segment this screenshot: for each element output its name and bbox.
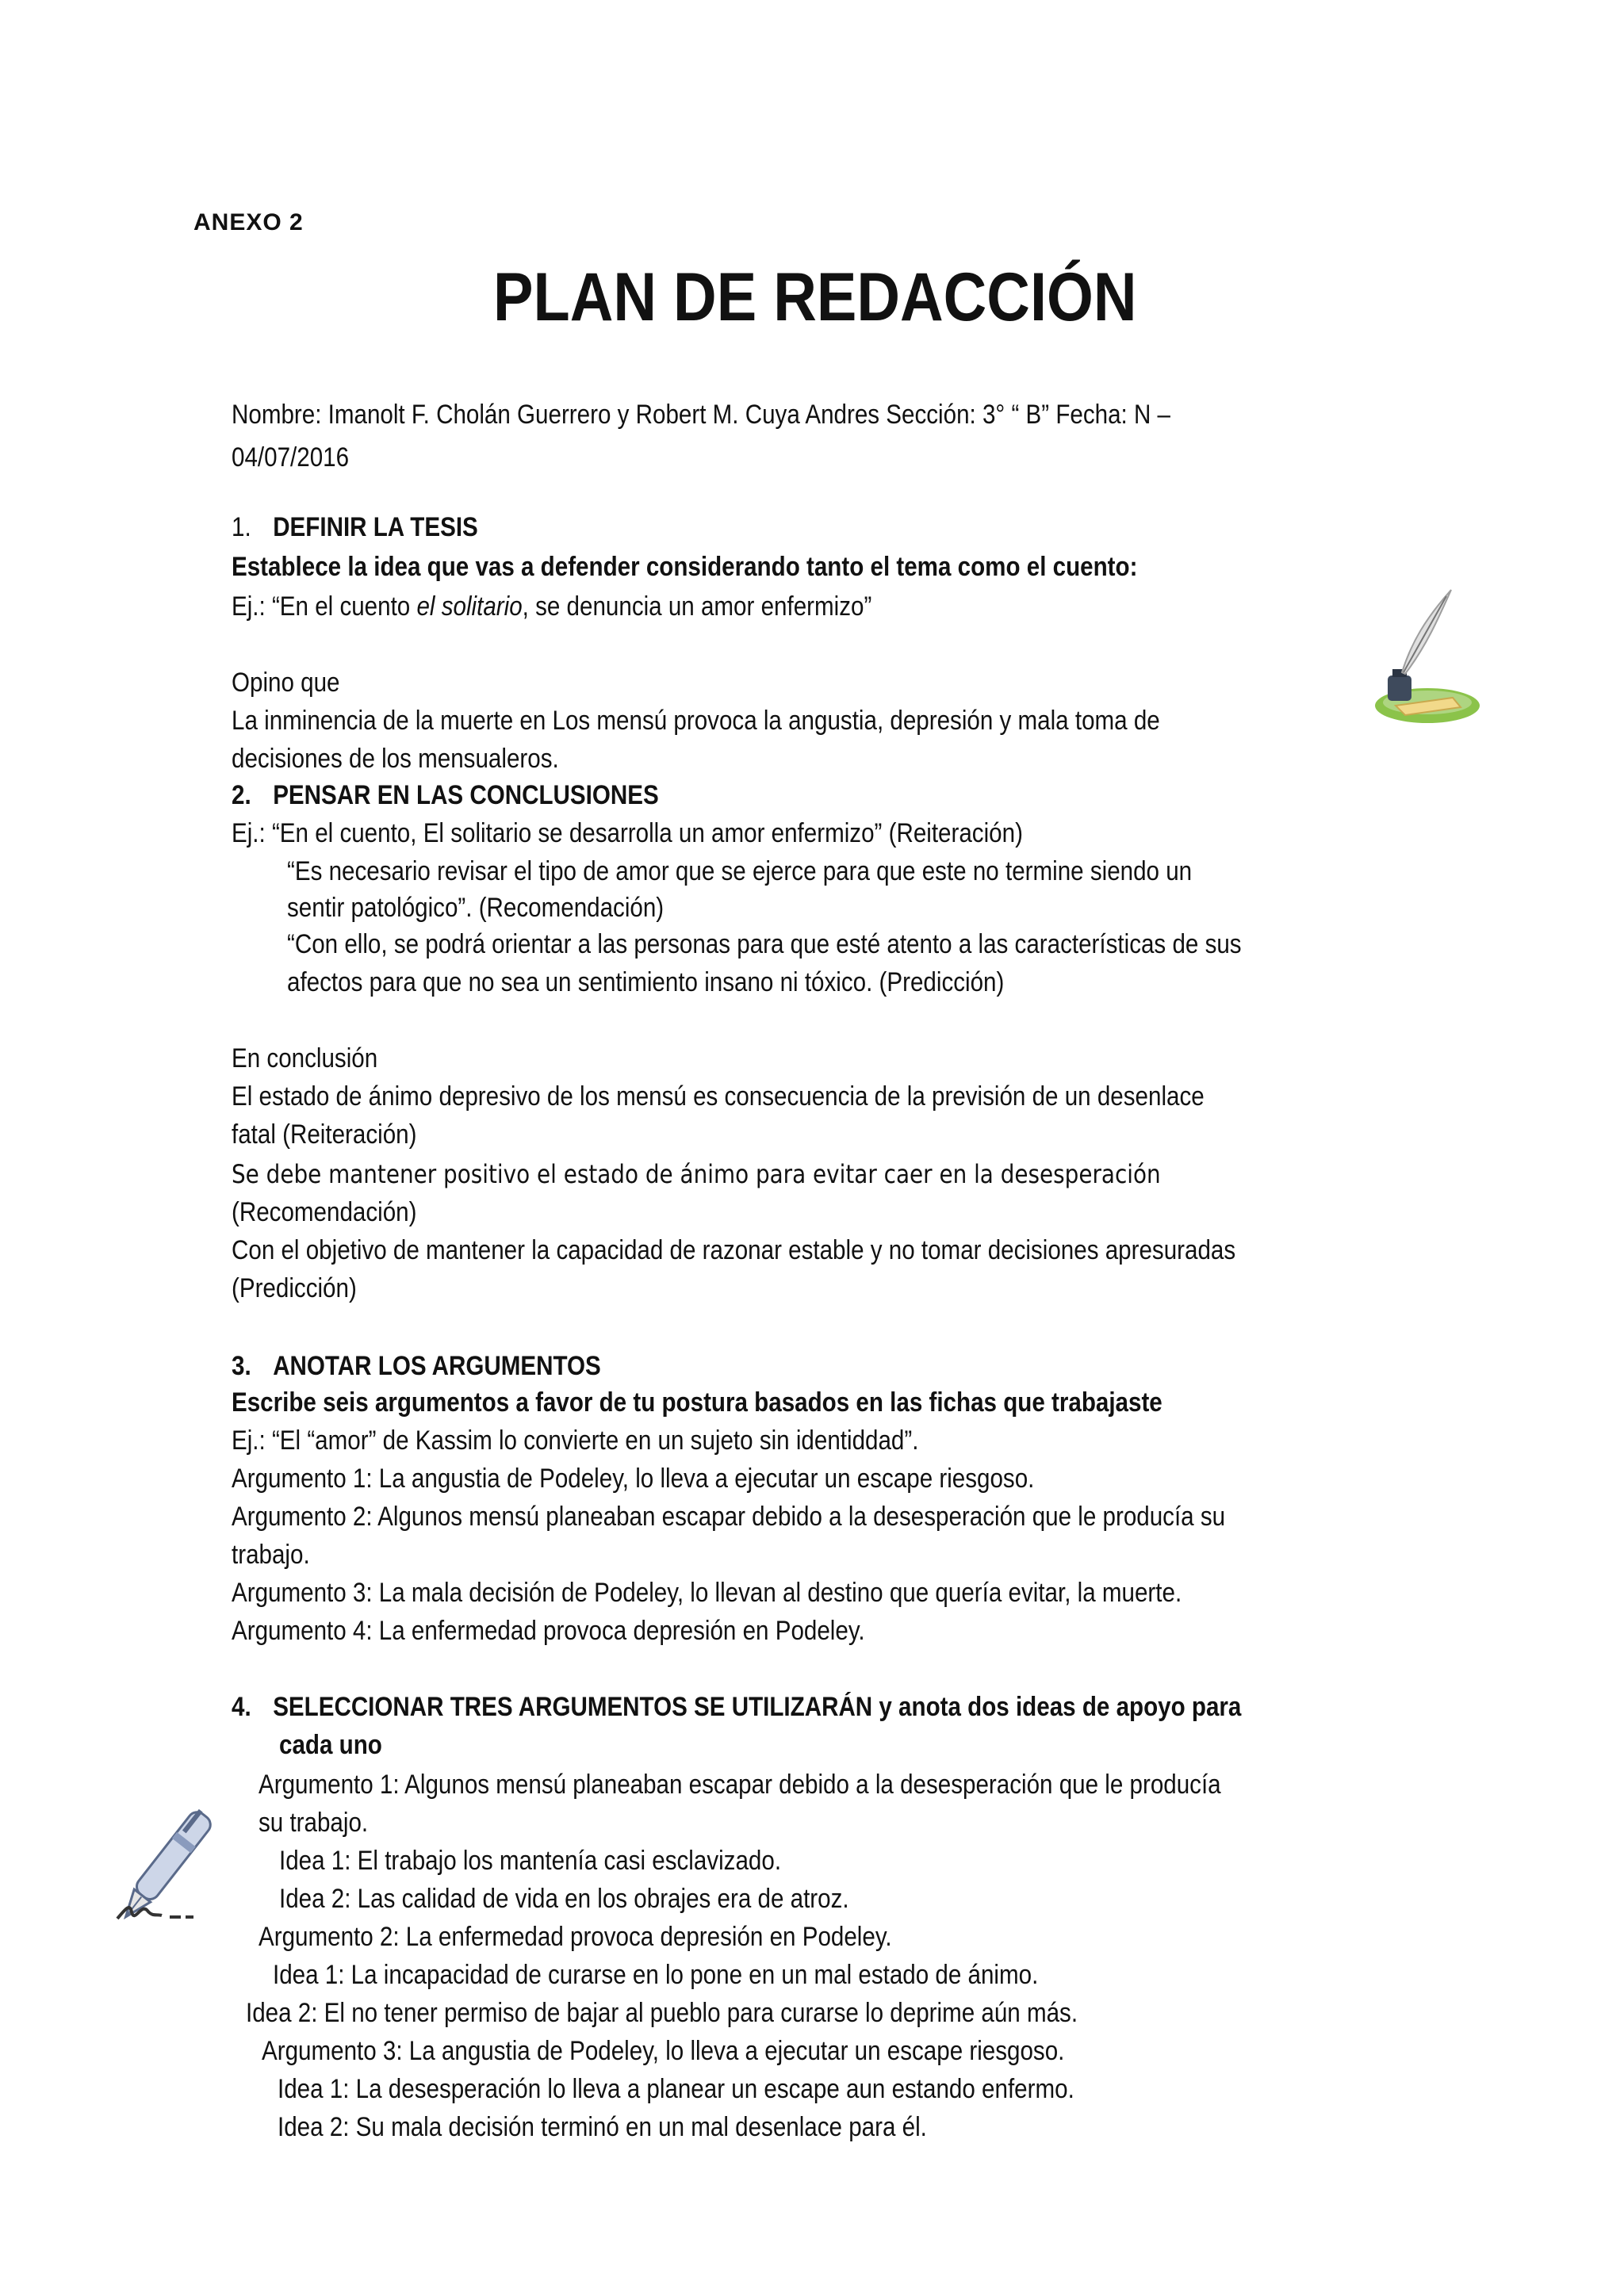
section2-example-4: “Con ello, se podrá orientar a las personas para que esté atento a las características de sus [287,929,1242,959]
thesis-line-2: decisiones de los mensualeros. [232,744,559,774]
opino-label: Opino que [232,668,340,698]
conclusion-line-2: fatal (Reiteración) [232,1119,417,1150]
date-line: 04/07/2016 [232,442,350,473]
student-line: Nombre: Imanolt F. Cholán Guerrero y Robert M. Cuya Andres Sección: 3° “ B” Fecha: N – [232,400,1171,430]
section2-example-1: Ej.: “En el cuento, El solitario se desarrolla un amor enfermizo” (Reiteración) [232,818,1023,848]
argument-3: Argumento 3: La mala decisión de Podeley, lo llevan al destino que quería evitar, la muerte. [232,1578,1182,1608]
section3-example: Ej.: “El “amor” de Kassim lo convierte en un sujeto sin identiddad”. [232,1425,919,1456]
argument-3-idea-2: Idea 2: Su mala decisión terminó en un mal desenlace para él. [278,2112,927,2142]
argument-4: Argumento 4: La enfermedad provoca depresión en Podeley. [232,1616,865,1646]
conclusion-line-5: Con el objetivo de mantener la capacidad de razonar estable y no tomar decisiones apresuradas [232,1235,1236,1265]
fountain-pen-icon [94,1784,252,1934]
quill-inkwell-icon [1364,587,1483,729]
conclusion-line-3: Se debe mantener positivo el estado de ánimo para evitar caer en la desesperación [232,1159,1161,1189]
section1-heading: 1. DEFINIR LA TESIS [232,512,478,542]
selected-argument-1-line-1: Argumento 1: Algunos mensú planeaban escapar debido a la desesperación que le producía [259,1770,1221,1800]
argument-1: Argumento 1: La angustia de Podeley, lo lleva a ejecutar un escape riesgoso. [232,1464,1035,1494]
selected-argument-1-line-2: su trabajo. [259,1808,369,1838]
thesis-line-1: La inminencia de la muerte en Los mensú provoca la angustia, depresión y mala toma de [232,706,1160,736]
section2-example-5: afectos para que no sea un sentimiento insano ni tóxico. (Predicción) [287,967,1005,997]
conclusion-label: En conclusión [232,1043,378,1073]
selected-argument-2: Argumento 2: La enfermedad provoca depresión en Podeley. [259,1922,892,1952]
argument-2-idea-2: Idea 2: El no tener permiso de bajar al pueblo para curarse lo deprime aún más. [246,1998,1078,2028]
argument-1-idea-1: Idea 1: El trabajo los mantenía casi esclavizado. [279,1846,782,1876]
page-title: PLAN DE REDACCIÓN [493,259,1137,335]
argument-3-idea-1: Idea 1: La desesperación lo lleva a planear un escape aun estando enfermo. [278,2074,1074,2104]
section2-heading: 2. PENSAR EN LAS CONCLUSIONES [232,780,659,810]
selected-argument-3: Argumento 3: La angustia de Podeley, lo lleva a ejecutar un escape riesgoso. [262,2036,1065,2066]
argument-2-line-2: trabajo. [232,1540,310,1570]
section3-instruction: Escribe seis argumentos a favor de tu postura basados en las fichas que trabajaste [232,1387,1162,1418]
section3-heading: 3. ANOTAR LOS ARGUMENTOS [232,1351,601,1381]
conclusion-line-1: El estado de ánimo depresivo de los mensú es consecuencia de la previsión de un desenlace [232,1081,1205,1112]
conclusion-line-4: (Recomendación) [232,1197,417,1227]
conclusion-line-6: (Predicción) [232,1273,357,1303]
section1-instruction: Establece la idea que vas a defender considerando tanto el tema como el cuento: [232,552,1138,582]
section2-example-3: sentir patológico”. (Recomendación) [287,893,665,923]
section2-example-2: “Es necesario revisar el tipo de amor que se ejerce para que este no termine siendo un [287,856,1193,886]
section4-heading: 4. SELECCIONAR TRES ARGUMENTOS SE UTILIZARÁN y anota dos ideas de apoyo para [232,1692,1242,1722]
argument-2-line-1: Argumento 2: Algunos mensú planeaban escapar debido a la desesperación que le producía su [232,1502,1226,1532]
argument-2-idea-1: Idea 1: La incapacidad de curarse en lo pone en un mal estado de ánimo. [273,1960,1039,1990]
section4-heading-line-2: cada uno [279,1730,382,1760]
annex-label: ANEXO 2 [193,209,304,235]
section1-example: Ej.: “En el cuento el solitario, se denuncia un amor enfermizo” [232,591,872,622]
argument-1-idea-2: Idea 2: Las calidad de vida en los obrajes era de atroz. [279,1884,849,1914]
